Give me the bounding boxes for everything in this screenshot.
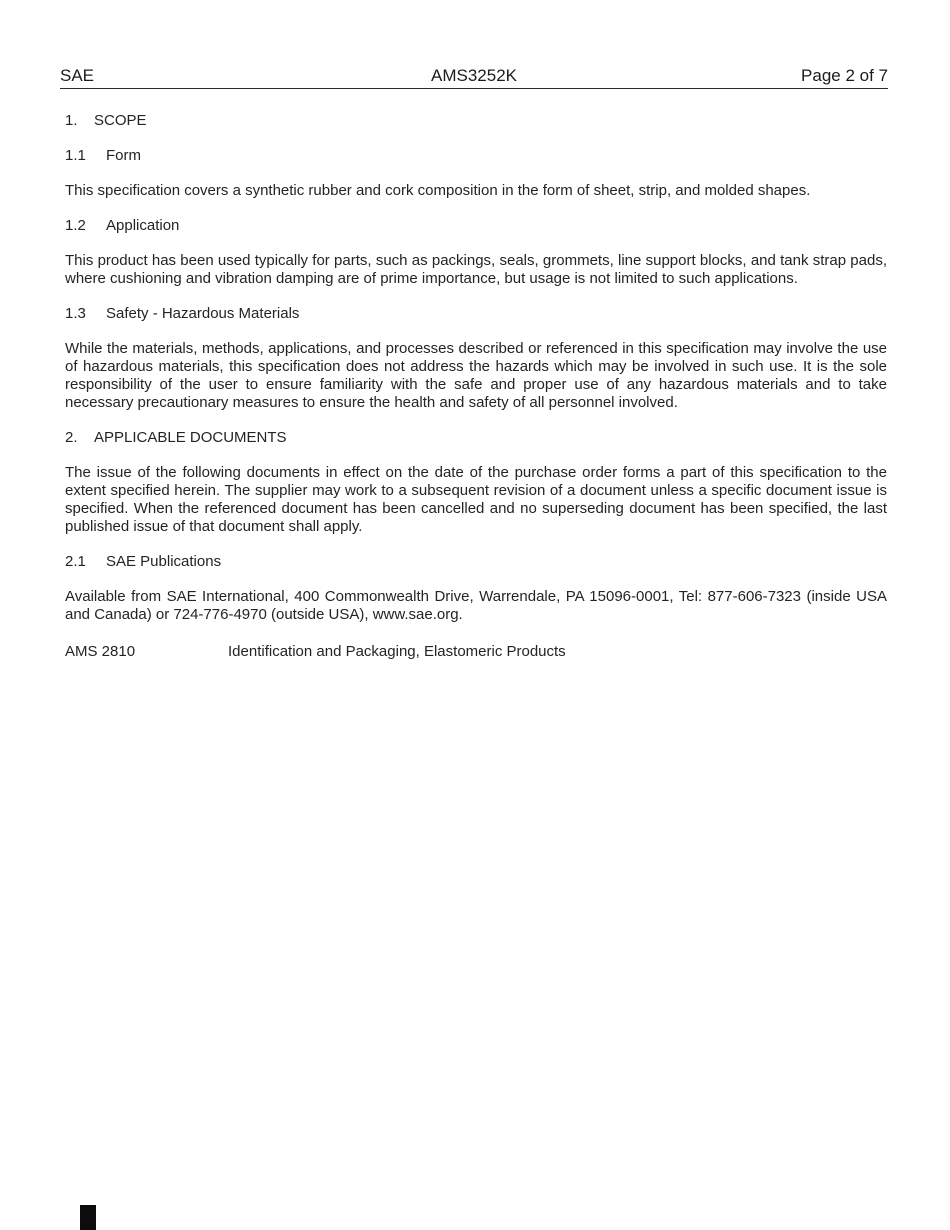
subsection-title: Safety - Hazardous Materials	[106, 305, 300, 322]
document-reference-code: AMS 2810	[65, 643, 136, 660]
document-reference-title: Identification and Packaging, Elastomeric Products	[228, 643, 566, 660]
subsection-number: 1.3	[65, 305, 86, 322]
section-number: 2.	[65, 429, 78, 446]
subsection-heading-safety	[65, 305, 887, 323]
paragraph-applicable-documents: The issue of the following documents in effect on the date of the purchase order forms a part of this specification to the extent specified herein. The supplier may work to a subsequent revision of a document unless a specific document issue is specified. When the referenced document has been cancelled and no superseding document has been specified, the last published issue of that document shall apply.	[65, 464, 887, 535]
subsection-number: 1.1	[65, 147, 86, 164]
subsection-heading-application	[65, 217, 887, 235]
paragraph-application: This product has been used typically for parts, such as packings, seals, grommets, line support blocks, and tank strap pads, where cushioning and vibration damping are of prime importance, but usage is not limited to such applications.	[65, 252, 887, 287]
section-heading-scope	[65, 112, 887, 130]
subsection-title: Application	[106, 217, 180, 234]
header-page-indicator: Page 2 of 7	[801, 66, 888, 85]
section-number: 1.	[65, 112, 78, 129]
paragraph-form: This specification covers a synthetic rubber and cork composition in the form of sheet, strip, and molded shapes.	[65, 182, 811, 199]
document-reference-row	[65, 643, 887, 661]
document-body	[65, 112, 887, 678]
section-title: SCOPE	[94, 112, 147, 129]
page-header	[60, 66, 888, 89]
subsection-number: 1.2	[65, 217, 86, 234]
paragraph-safety: While the materials, methods, applications, and processes described or referenced in this specification may involve the use of hazardous materials, this specification does not address the hazards which may be involved in such use. It is the sole responsibility of the user to ensure familiarity with the safe and proper use of any hazardous materials and to take necessary precautionary measures to ensure the health and safety of all personnel involved.	[65, 340, 887, 411]
header-document-number: AMS3252K	[431, 66, 517, 85]
subsection-heading-form	[65, 147, 887, 165]
header-org: SAE	[60, 66, 95, 85]
subsection-title: SAE Publications	[106, 553, 222, 570]
section-heading-applicable-documents	[65, 429, 887, 447]
subsection-heading-sae-publications	[65, 553, 887, 571]
section-title: APPLICABLE DOCUMENTS	[94, 429, 287, 446]
subsection-number: 2.1	[65, 553, 86, 570]
paragraph-sae-publications: Available from SAE International, 400 Commonwealth Drive, Warrendale, PA 15096-0001, Tel: 877-606-7323 (inside USA and Canada) or 724-776-4970 (outside USA), www.sae.org.	[65, 588, 887, 623]
scan-artifact-mark	[80, 1205, 96, 1230]
subsection-title: Form	[106, 147, 141, 164]
